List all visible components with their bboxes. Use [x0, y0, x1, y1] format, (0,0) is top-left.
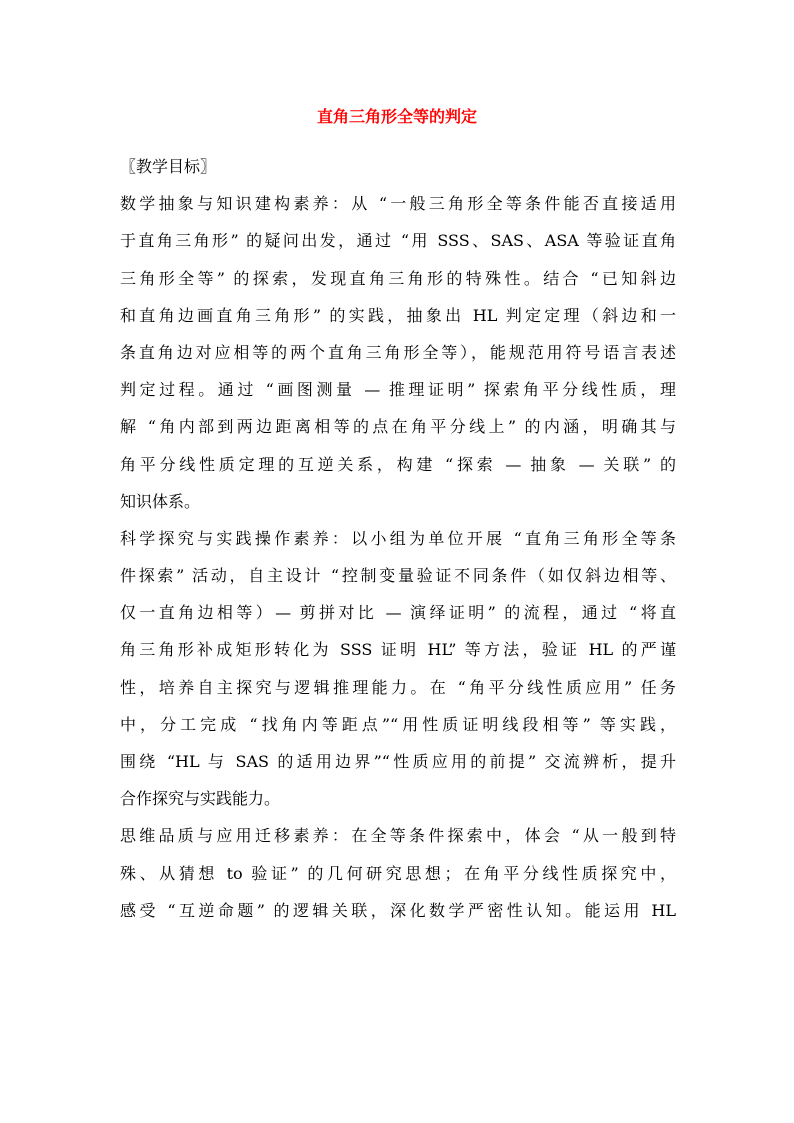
document-title: 直角三角形全等的判定: [316, 107, 477, 126]
text-line: 三角形全等” 的探索，发现直角三角形的特殊性。结合 “已知斜边: [120, 268, 676, 288]
text-line: 知识体系。: [120, 491, 201, 511]
text-line: 判定过程。通过 “画图测量 — 推理证明” 探索角平分线性质，理: [120, 380, 676, 400]
text-line: 件探索” 活动，自主设计 “控制变量验证不同条件（如仅斜边相等、: [120, 566, 676, 586]
paragraph-thinking: [120, 817, 676, 929]
paragraph-inquiry: [120, 520, 676, 818]
text-line: 数学抽象与知识建构素养：从 “一般三角形全等条件能否直接适用: [120, 194, 676, 214]
document-body: [120, 148, 676, 929]
text-line: 思维品质与应用迁移素养：在全等条件探索中，体会 “从一般到特: [120, 826, 676, 846]
text-line: 殊、从猜想 to 验证” 的几何研究思想；在角平分线性质探究中，: [120, 863, 676, 883]
text-line: 于直角三角形” 的疑问出发，通过 “用 SSS、SAS、ASA 等验证直角: [120, 231, 676, 251]
text-line: 性，培养自主探究与逻辑推理能力。在 “角平分线性质应用” 任务: [120, 677, 676, 697]
text-line: 角三角形补成矩形转化为 SSS 证明 HL” 等方法，验证 HL 的严谨: [120, 640, 676, 660]
text-line: 中，分工完成 “找角内等距点”“用性质证明线段相等” 等实践，: [120, 714, 676, 734]
section-heading: 〖教学目标〗: [120, 157, 217, 176]
text-line: 仅一直角边相等）— 剪拼对比 — 演绎证明” 的流程，通过 “将直: [120, 603, 676, 623]
text-line: 围绕 “HL 与 SAS 的适用边界”“性质应用的前提” 交流辨析，提升: [120, 752, 676, 771]
text-line: 科学探究与实践操作素养：以小组为单位开展 “直角三角形全等条: [120, 528, 676, 548]
text-line: 感受 “互逆命题” 的逻辑关联，深化数学严密性认知。能运用 HL: [120, 900, 676, 920]
text-line: 角平分线性质定理的互逆关系，构建 “探索 — 抽象 — 关联” 的: [120, 454, 676, 474]
text-line: 合作探究与实践能力。: [120, 789, 281, 809]
text-line: 和直角边画直角三角形” 的实践，抽象出 HL 判定定理（斜边和一: [120, 305, 676, 325]
paragraph-abstraction: [120, 185, 676, 520]
text-line: 解 “角内部到两边距离相等的点在角平分线上” 的内涵，明确其与: [120, 417, 676, 437]
text-line: 条直角边对应相等的两个直角三角形全等），能规范用符号语言表述: [120, 342, 676, 362]
